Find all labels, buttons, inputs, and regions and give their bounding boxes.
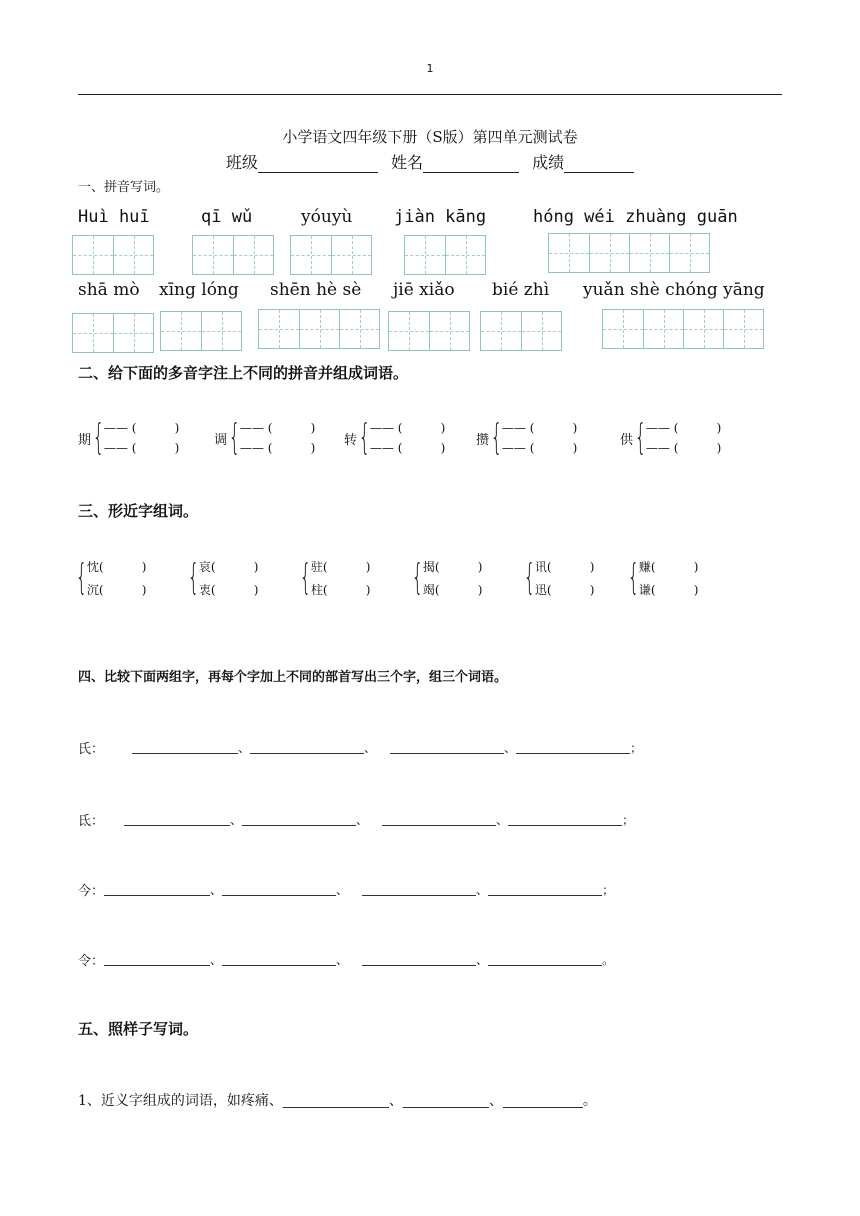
polyphone-char: 期 — [78, 432, 92, 448]
polyphone-4: 攒 { —— ( ) —— ( ) — [476, 417, 578, 458]
similar-char: 揭 — [422, 560, 435, 574]
answer-blank[interactable] — [242, 813, 356, 826]
polyphone-3: 转 { —— ( ) —— ( ) — [344, 417, 446, 458]
separator: 、 — [230, 813, 243, 827]
similar-char: 柱 — [310, 583, 323, 597]
writing-grid-4[interactable] — [404, 235, 486, 275]
section2-heading: 二、给下面的多音字注上不同的拼音并组成词语。 — [78, 364, 409, 382]
similar-char: 驻 — [310, 560, 323, 574]
section1-heading: 一、拼音写词。 — [78, 180, 170, 195]
polyphone-1: 期 { —— ( ) —— ( ) — [78, 417, 180, 458]
separator: 、 — [496, 813, 509, 827]
pinyin-blank[interactable]: —— ( ) — [239, 421, 316, 435]
separator: 、 — [356, 813, 369, 827]
answer-blank[interactable] — [390, 741, 504, 754]
answer-blank[interactable] — [362, 883, 476, 896]
class-field[interactable] — [258, 154, 378, 173]
separator: 、 — [504, 741, 517, 755]
answer-blank[interactable] — [403, 1093, 489, 1108]
similar-char: 哀 — [198, 560, 211, 574]
answer-blank[interactable] — [508, 813, 622, 826]
answer-blank[interactable] — [222, 953, 336, 966]
separator: 、 — [476, 883, 489, 897]
separator: ； — [630, 741, 643, 755]
pinyin-8: shēn hè sè — [270, 280, 362, 300]
writing-grid-1[interactable] — [72, 235, 154, 275]
similar-pair-1: { 忱( ) 沉( ) — [75, 557, 147, 598]
writing-grid-9[interactable] — [388, 311, 470, 351]
pinyin-blank[interactable]: —— ( ) — [501, 441, 578, 455]
similar-pair-3: { 驻( ) 柱( ) — [299, 557, 371, 598]
writing-grid-2[interactable] — [192, 235, 274, 275]
similar-char: 赚 — [638, 560, 651, 574]
pinyin-4: jiàn kāng — [394, 207, 487, 227]
answer-blank[interactable] — [382, 813, 496, 826]
separator: 、 — [210, 883, 223, 897]
radical-row-2 — [78, 810, 634, 829]
separator: 、 — [336, 953, 349, 967]
radical-row-4 — [78, 950, 614, 969]
score-label: 成绩 — [532, 153, 565, 172]
similar-char: 竭 — [422, 583, 435, 597]
polyphone-char: 攒 — [476, 432, 490, 448]
name-label: 姓名 — [390, 153, 423, 172]
answer-blank[interactable] — [488, 883, 602, 896]
polyphone-char: 供 — [620, 432, 634, 448]
polyphone-char: 转 — [344, 432, 358, 448]
answer-blank[interactable] — [222, 883, 336, 896]
polyphone-char: 调 — [214, 432, 228, 448]
separator: 。 — [602, 953, 615, 967]
radical-row-1 — [78, 738, 642, 757]
radical-label: 氐： — [78, 814, 105, 829]
answer-blank[interactable] — [132, 741, 238, 754]
class-label: 班级 — [225, 153, 258, 172]
word-blank[interactable]: ( ) — [434, 583, 483, 597]
word-blank[interactable]: ( ) — [650, 583, 699, 597]
pinyin-blank[interactable]: —— ( ) — [239, 441, 316, 455]
answer-blank[interactable] — [516, 741, 630, 754]
separator: ； — [602, 883, 615, 897]
radical-label: 氏： — [78, 742, 105, 757]
similar-pair-2: { 哀( ) 衷( ) — [187, 557, 259, 598]
item-prompt: 1、近义字组成的词语，如疼痛、 — [78, 1093, 283, 1109]
separator: 、 — [364, 741, 377, 755]
word-blank[interactable]: ( ) — [546, 560, 595, 574]
separator: ； — [622, 813, 635, 827]
writing-grid-11[interactable] — [602, 309, 764, 349]
pinyin-1: Huì huī — [78, 207, 150, 227]
pinyin-blank[interactable]: —— ( ) — [103, 421, 180, 435]
answer-blank[interactable] — [503, 1093, 583, 1108]
separator: 、 — [210, 953, 223, 967]
word-blank[interactable]: ( ) — [546, 583, 595, 597]
writing-grid-7[interactable] — [160, 311, 242, 351]
pinyin-blank[interactable]: —— ( ) — [645, 421, 722, 435]
separator: 、 — [476, 953, 489, 967]
word-blank[interactable]: ( ) — [210, 560, 259, 574]
section4-heading: 四、比较下面两组字，再每个字加上不同的部首写出三个字，组三个词语。 — [78, 670, 508, 685]
similar-char: 迅 — [534, 583, 547, 597]
word-blank[interactable]: ( ) — [322, 583, 371, 597]
pinyin-blank[interactable]: —— ( ) — [103, 441, 180, 455]
word-blank[interactable]: ( ) — [210, 583, 259, 597]
polyphone-2: 调 { —— ( ) —— ( ) — [214, 417, 316, 458]
word-blank[interactable]: ( ) — [98, 560, 147, 574]
pinyin-10: bié zhì — [492, 280, 550, 300]
similar-pair-4: { 揭( ) 竭( ) — [411, 557, 483, 598]
similar-char: 衷 — [198, 583, 211, 597]
score-field[interactable] — [564, 154, 634, 173]
pinyin-9: jiē xiǎo — [393, 280, 455, 300]
answer-blank[interactable] — [250, 741, 364, 754]
similar-char: 谦 — [638, 583, 651, 597]
pinyin-3: yóuyù — [301, 207, 353, 227]
answer-blank[interactable] — [124, 813, 230, 826]
pinyin-11: yuǎn shè chóng yāng — [583, 280, 765, 300]
pinyin-2: qī wǔ — [201, 207, 253, 227]
radical-label: 令： — [78, 954, 105, 969]
pinyin-blank[interactable]: —— ( ) — [645, 441, 722, 455]
section5-heading: 五、照样子写词。 — [78, 1020, 199, 1038]
header-rule — [78, 94, 782, 95]
separator: 、 — [388, 1093, 403, 1109]
answer-blank[interactable] — [283, 1093, 389, 1108]
pinyin-5: hóng wéi zhuàng guān — [533, 207, 738, 227]
similar-char: 忱 — [86, 560, 99, 574]
similar-char: 讯 — [534, 560, 547, 574]
answer-blank[interactable] — [488, 953, 602, 966]
answer-blank[interactable] — [104, 953, 210, 966]
writing-grid-10[interactable] — [480, 311, 562, 351]
separator: 。 — [582, 1093, 597, 1109]
writing-grid-8[interactable] — [258, 309, 380, 349]
separator: 、 — [488, 1093, 503, 1109]
answer-blank[interactable] — [104, 883, 210, 896]
student-info-line — [0, 150, 860, 173]
synonym-item-1 — [78, 1090, 597, 1110]
polyphone-5: 供 { —— ( ) —— ( ) — [620, 417, 722, 458]
page-title: 小学语文四年级下册（S版）第四单元测试卷 — [282, 128, 578, 146]
name-field[interactable] — [423, 154, 519, 173]
similar-pair-6: { 赚( ) 谦( ) — [627, 557, 699, 598]
similar-char: 沉 — [86, 583, 99, 597]
pinyin-6: shā mò — [78, 280, 140, 300]
writing-grid-6[interactable] — [72, 313, 154, 353]
writing-grid-5[interactable] — [548, 233, 710, 273]
similar-pair-5: { 讯( ) 迅( ) — [523, 557, 595, 598]
pinyin-blank[interactable]: —— ( ) — [369, 421, 446, 435]
writing-grid-3[interactable] — [290, 235, 372, 275]
pinyin-blank[interactable]: —— ( ) — [501, 421, 578, 435]
separator: 、 — [336, 883, 349, 897]
radical-row-3 — [78, 880, 614, 899]
word-blank[interactable]: ( ) — [434, 560, 483, 574]
answer-blank[interactable] — [362, 953, 476, 966]
radical-label: 今： — [78, 884, 105, 899]
word-blank[interactable]: ( ) — [98, 583, 147, 597]
page-number: 1 — [426, 62, 434, 75]
section3-heading: 三、形近字组词。 — [78, 502, 199, 520]
separator: 、 — [238, 741, 251, 755]
pinyin-7: xīng lóng — [159, 280, 239, 300]
pinyin-blank[interactable]: —— ( ) — [369, 441, 446, 455]
word-blank[interactable]: ( ) — [322, 560, 371, 574]
word-blank[interactable]: ( ) — [650, 560, 699, 574]
